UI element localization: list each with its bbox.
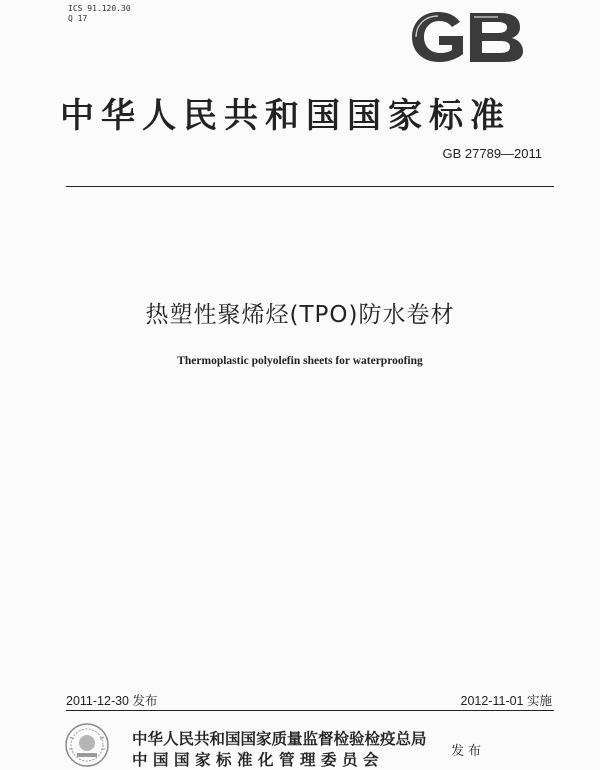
ics-code: ICS 91.120.30 (68, 4, 131, 13)
document-title-chinese: 热塑性聚烯烃(TPO)防水卷材 (145, 302, 455, 328)
gb-logo-icon (408, 8, 528, 66)
document-title-english: Thermoplastic polyolefin sheets for waterproofing (177, 355, 423, 367)
footer-divider (66, 710, 554, 711)
standard-type-heading: 中华人民共和国国家标准 (60, 96, 511, 136)
issuer-agency-1: 中华人民共和国国家质量监督检验检疫总局 (132, 730, 427, 748)
ccs-code: Q 17 (68, 14, 88, 23)
header-divider (66, 186, 554, 187)
standard-number: GB 27789—2011 (442, 146, 542, 161)
official-seal-icon (64, 722, 110, 768)
issuer-agency-2: 中国国家标准化管理委员会 (132, 751, 385, 769)
issue-date: 2011-12-30 发布 (66, 694, 158, 708)
implementation-date: 2012-11-01 实施 (460, 694, 552, 708)
publish-label: 发布 (451, 744, 486, 759)
